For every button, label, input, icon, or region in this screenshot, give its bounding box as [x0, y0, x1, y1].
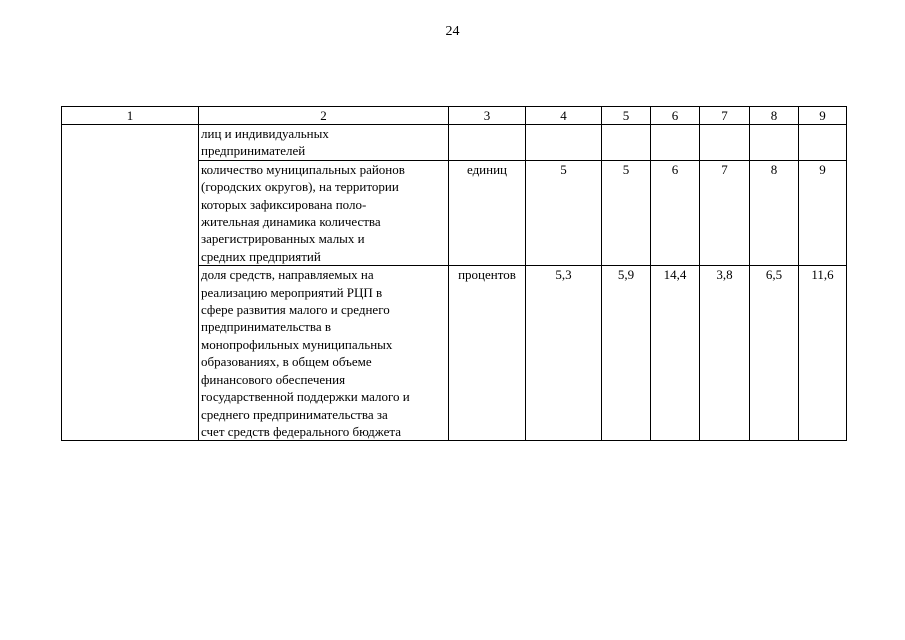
- value-cell: 3,8: [700, 266, 750, 441]
- unit-cell: единиц: [449, 160, 526, 265]
- value-cell: 7: [700, 160, 750, 265]
- value-cell: 8: [750, 160, 799, 265]
- indicator-text-line: количество муниципальных районов: [201, 161, 405, 177]
- indicator-text-line: среднего предпринимательства за: [201, 406, 388, 422]
- table-row: [62, 125, 847, 161]
- column-header: 8: [750, 107, 799, 125]
- column-header: 4: [526, 107, 602, 125]
- indicator-text-line: средних предприятий: [201, 248, 321, 264]
- table-header-row: [62, 107, 847, 125]
- value-cell: 5,3: [526, 266, 602, 441]
- value-cell: 5: [526, 160, 602, 265]
- column-header: 7: [700, 107, 750, 125]
- indicators-table: [61, 106, 847, 441]
- indicator-text-line: счет средств федерального бюджета: [201, 423, 401, 439]
- indicator-text-line: монопрофильных муниципальных: [201, 336, 393, 352]
- section-cell: [62, 125, 199, 441]
- indicator-text-line: которых зафиксирована поло-: [201, 196, 367, 212]
- value-cell: 6,5: [750, 266, 799, 441]
- column-header: 6: [651, 107, 700, 125]
- indicator-cell: [199, 160, 449, 265]
- column-header: 2: [199, 107, 449, 125]
- value-cell: 6: [651, 160, 700, 265]
- unit-cell: процентов: [449, 266, 526, 441]
- value-cell: 9: [799, 160, 847, 265]
- indicator-text-line: жительная динамика количества: [201, 214, 381, 230]
- indicator-text-line: лиц и индивидуальных: [201, 126, 329, 141]
- column-header: 1: [62, 107, 199, 125]
- value-cell: 5,9: [602, 266, 651, 441]
- value-cell: [799, 125, 847, 161]
- column-header: 3: [449, 107, 526, 125]
- value-cell: [700, 125, 750, 161]
- value-cell: [750, 125, 799, 161]
- indicator-cell: [199, 125, 449, 161]
- indicator-text-line: доля средств, направляемых на: [201, 267, 374, 283]
- indicator-text-line: предпринимателей: [201, 143, 306, 159]
- column-header: 5: [602, 107, 651, 125]
- indicator-cell: [199, 266, 449, 441]
- indicator-text-line: предпринимательства в: [201, 319, 332, 335]
- indicator-text-line: зарегистрированных малых и: [201, 231, 365, 247]
- unit-cell: [449, 125, 526, 161]
- indicator-text-line: реализацию мероприятий РЦП в: [201, 284, 383, 300]
- value-cell: 5: [602, 160, 651, 265]
- value-cell: 11,6: [799, 266, 847, 441]
- page-number: 24: [445, 24, 460, 39]
- value-cell: [526, 125, 602, 161]
- column-header: 9: [799, 107, 847, 125]
- indicator-text-line: сфере развития малого и среднего: [201, 302, 390, 318]
- indicator-text-line: образованиях, в общем объеме: [201, 354, 372, 370]
- value-cell: 14,4: [651, 266, 700, 441]
- indicator-text-line: государственной поддержки малого и: [201, 389, 410, 405]
- indicator-text-line: (городских округов), на территории: [201, 179, 399, 195]
- value-cell: [602, 125, 651, 161]
- value-cell: [651, 125, 700, 161]
- indicator-text-line: финансового обеспечения: [201, 371, 346, 387]
